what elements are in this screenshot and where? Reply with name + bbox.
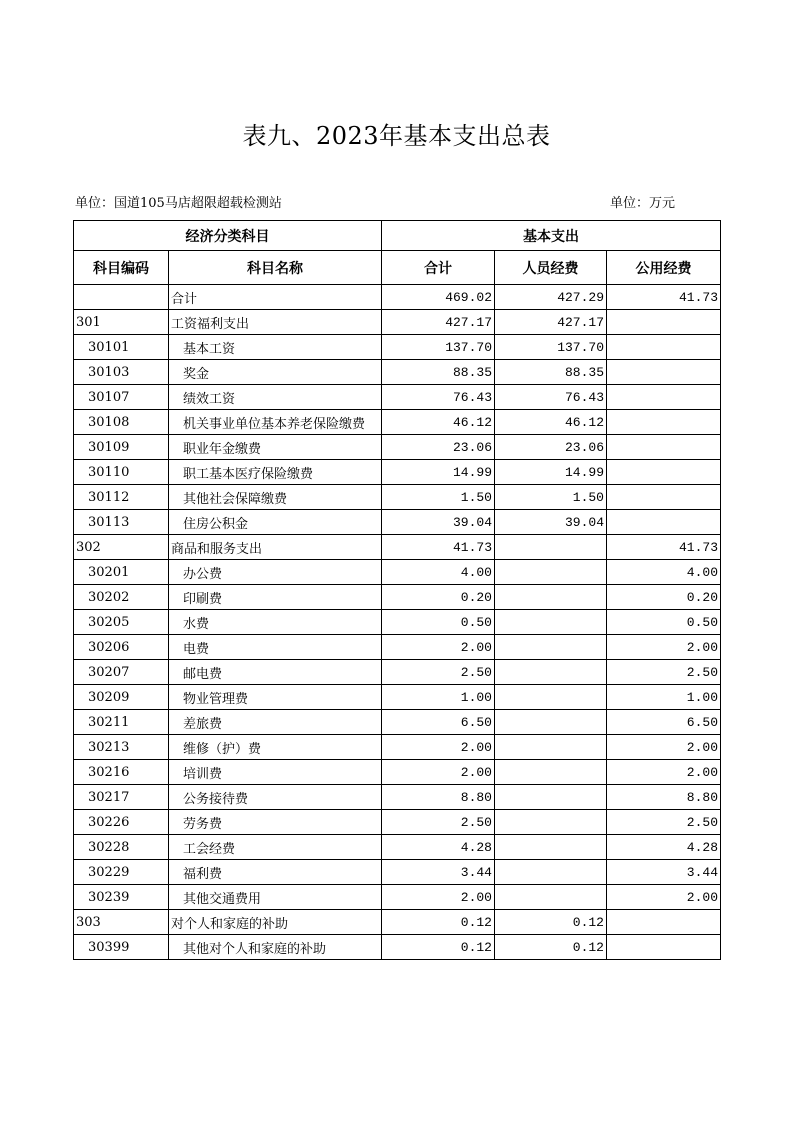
header-code: 科目编码	[74, 251, 169, 285]
cell-public: 41.73	[607, 535, 721, 560]
cell-personnel: 39.04	[495, 510, 607, 535]
cell-public	[607, 910, 721, 935]
cell-public	[607, 335, 721, 360]
cell-name: 水费	[169, 610, 382, 635]
cell-name: 其他交通费用	[169, 885, 382, 910]
cell-code: 30211	[74, 710, 169, 735]
cell-code: 30229	[74, 860, 169, 885]
cell-code: 302	[74, 535, 169, 560]
cell-total: 41.73	[382, 535, 495, 560]
header-total: 合计	[382, 251, 495, 285]
cell-public: 3.44	[607, 860, 721, 885]
cell-personnel	[495, 835, 607, 860]
cell-total: 2.50	[382, 660, 495, 685]
cell-public	[607, 410, 721, 435]
table-row	[74, 885, 721, 910]
cell-total: 76.43	[382, 385, 495, 410]
cell-code: 30112	[74, 485, 169, 510]
cell-public	[607, 485, 721, 510]
cell-name: 工资福利支出	[169, 310, 382, 335]
table-row	[74, 410, 721, 435]
cell-code: 301	[74, 310, 169, 335]
table-row	[74, 385, 721, 410]
cell-personnel	[495, 785, 607, 810]
cell-personnel	[495, 685, 607, 710]
cell-code: 303	[74, 910, 169, 935]
cell-personnel	[495, 810, 607, 835]
cell-name: 住房公积金	[169, 510, 382, 535]
cell-personnel	[495, 635, 607, 660]
cell-public: 6.50	[607, 710, 721, 735]
cell-personnel: 46.12	[495, 410, 607, 435]
table-row	[74, 910, 721, 935]
basic-expenditure-table	[73, 220, 721, 960]
cell-personnel: 427.29	[495, 285, 607, 310]
cell-public: 2.00	[607, 885, 721, 910]
cell-public	[607, 385, 721, 410]
cell-total: 2.00	[382, 635, 495, 660]
cell-total: 2.50	[382, 810, 495, 835]
table-row	[74, 810, 721, 835]
cell-public: 0.20	[607, 585, 721, 610]
cell-name: 对个人和家庭的补助	[169, 910, 382, 935]
cell-code: 30207	[74, 660, 169, 685]
header-public: 公用经费	[607, 251, 721, 285]
cell-public: 8.80	[607, 785, 721, 810]
cell-total: 1.00	[382, 685, 495, 710]
cell-name: 绩效工资	[169, 385, 382, 410]
cell-public: 1.00	[607, 685, 721, 710]
cell-personnel	[495, 585, 607, 610]
cell-name: 劳务费	[169, 810, 382, 835]
cell-name: 公务接待费	[169, 785, 382, 810]
table-row	[74, 835, 721, 860]
cell-name: 机关事业单位基本养老保险缴费	[169, 410, 382, 435]
table-row	[74, 610, 721, 635]
cell-code: 30213	[74, 735, 169, 760]
cell-code: 30217	[74, 785, 169, 810]
table-row	[74, 310, 721, 335]
cell-personnel	[495, 610, 607, 635]
header-row-group	[74, 221, 721, 251]
header-personnel: 人员经费	[495, 251, 607, 285]
cell-total: 2.00	[382, 735, 495, 760]
cell-total: 6.50	[382, 710, 495, 735]
cell-personnel: 88.35	[495, 360, 607, 385]
cell-public: 41.73	[607, 285, 721, 310]
cell-name: 维修（护）费	[169, 735, 382, 760]
table-row	[74, 735, 721, 760]
cell-personnel	[495, 860, 607, 885]
cell-total: 46.12	[382, 410, 495, 435]
cell-name: 工会经费	[169, 835, 382, 860]
cell-total: 0.12	[382, 910, 495, 935]
table-row	[74, 335, 721, 360]
table-row	[74, 510, 721, 535]
cell-code	[74, 285, 169, 310]
cell-total: 8.80	[382, 785, 495, 810]
cell-personnel: 23.06	[495, 435, 607, 460]
cell-code: 30216	[74, 760, 169, 785]
table-row	[74, 860, 721, 885]
cell-public: 2.50	[607, 810, 721, 835]
table-row	[74, 635, 721, 660]
table-row	[74, 360, 721, 385]
table-row	[74, 460, 721, 485]
cell-personnel	[495, 535, 607, 560]
cell-total: 0.20	[382, 585, 495, 610]
cell-personnel: 76.43	[495, 385, 607, 410]
cell-code: 30103	[74, 360, 169, 385]
cell-name: 差旅费	[169, 710, 382, 735]
table-row	[74, 585, 721, 610]
cell-public: 4.00	[607, 560, 721, 585]
cell-code: 30205	[74, 610, 169, 635]
cell-personnel: 427.17	[495, 310, 607, 335]
table-body	[74, 285, 721, 960]
cell-total: 4.00	[382, 560, 495, 585]
cell-code: 30228	[74, 835, 169, 860]
cell-public: 2.00	[607, 635, 721, 660]
table-row	[74, 560, 721, 585]
table-row	[74, 785, 721, 810]
cell-personnel	[495, 885, 607, 910]
cell-code: 30239	[74, 885, 169, 910]
cell-code: 30113	[74, 510, 169, 535]
cell-code: 30206	[74, 635, 169, 660]
cell-total: 4.28	[382, 835, 495, 860]
cell-total: 0.50	[382, 610, 495, 635]
cell-code: 30101	[74, 335, 169, 360]
cell-total: 1.50	[382, 485, 495, 510]
cell-public	[607, 935, 721, 960]
table-row	[74, 485, 721, 510]
cell-name: 其他社会保障缴费	[169, 485, 382, 510]
cell-name: 奖金	[169, 360, 382, 385]
unit-currency: 单位：万元	[610, 196, 676, 211]
cell-personnel: 0.12	[495, 935, 607, 960]
header-basic-expenditure: 基本支出	[382, 221, 721, 251]
cell-name: 合计	[169, 285, 382, 310]
cell-code: 30110	[74, 460, 169, 485]
cell-code: 30209	[74, 685, 169, 710]
cell-name: 电费	[169, 635, 382, 660]
cell-personnel	[495, 710, 607, 735]
cell-code: 30202	[74, 585, 169, 610]
cell-public: 2.50	[607, 660, 721, 685]
cell-public	[607, 460, 721, 485]
header-name: 科目名称	[169, 251, 382, 285]
table-row	[74, 435, 721, 460]
cell-name: 职业年金缴费	[169, 435, 382, 460]
table-row	[74, 685, 721, 710]
cell-total: 2.00	[382, 885, 495, 910]
cell-name: 邮电费	[169, 660, 382, 685]
cell-total: 427.17	[382, 310, 495, 335]
cell-code: 30399	[74, 935, 169, 960]
table-row	[74, 935, 721, 960]
cell-name: 福利费	[169, 860, 382, 885]
cell-public	[607, 435, 721, 460]
cell-total: 39.04	[382, 510, 495, 535]
table-row	[74, 760, 721, 785]
cell-personnel: 1.50	[495, 485, 607, 510]
cell-total: 23.06	[382, 435, 495, 460]
table-row	[74, 710, 721, 735]
cell-name: 培训费	[169, 760, 382, 785]
cell-name: 职工基本医疗保险缴费	[169, 460, 382, 485]
cell-personnel	[495, 760, 607, 785]
cell-name: 物业管理费	[169, 685, 382, 710]
cell-public	[607, 310, 721, 335]
cell-name: 印刷费	[169, 585, 382, 610]
cell-total: 3.44	[382, 860, 495, 885]
cell-public	[607, 510, 721, 535]
cell-personnel	[495, 735, 607, 760]
cell-total: 14.99	[382, 460, 495, 485]
cell-name: 基本工资	[169, 335, 382, 360]
cell-public: 4.28	[607, 835, 721, 860]
cell-code: 30201	[74, 560, 169, 585]
cell-name: 办公费	[169, 560, 382, 585]
table-row	[74, 285, 721, 310]
cell-total: 469.02	[382, 285, 495, 310]
cell-name: 其他对个人和家庭的补助	[169, 935, 382, 960]
cell-personnel: 137.70	[495, 335, 607, 360]
header-row-columns	[74, 251, 721, 285]
cell-personnel	[495, 660, 607, 685]
cell-total: 137.70	[382, 335, 495, 360]
page-title: 表九、2023年基本支出总表	[242, 122, 551, 150]
cell-public: 0.50	[607, 610, 721, 635]
cell-personnel: 0.12	[495, 910, 607, 935]
cell-public: 2.00	[607, 735, 721, 760]
table-row	[74, 535, 721, 560]
cell-public: 2.00	[607, 760, 721, 785]
table-row	[74, 660, 721, 685]
cell-code: 30109	[74, 435, 169, 460]
cell-personnel	[495, 560, 607, 585]
cell-public	[607, 360, 721, 385]
cell-total: 0.12	[382, 935, 495, 960]
cell-personnel: 14.99	[495, 460, 607, 485]
cell-code: 30108	[74, 410, 169, 435]
cell-total: 2.00	[382, 760, 495, 785]
cell-code: 30107	[74, 385, 169, 410]
header-economic-classification: 经济分类科目	[74, 221, 382, 251]
cell-total: 88.35	[382, 360, 495, 385]
unit-organization: 单位：国道105马店超限超载检测站	[75, 196, 282, 211]
cell-code: 30226	[74, 810, 169, 835]
cell-name: 商品和服务支出	[169, 535, 382, 560]
